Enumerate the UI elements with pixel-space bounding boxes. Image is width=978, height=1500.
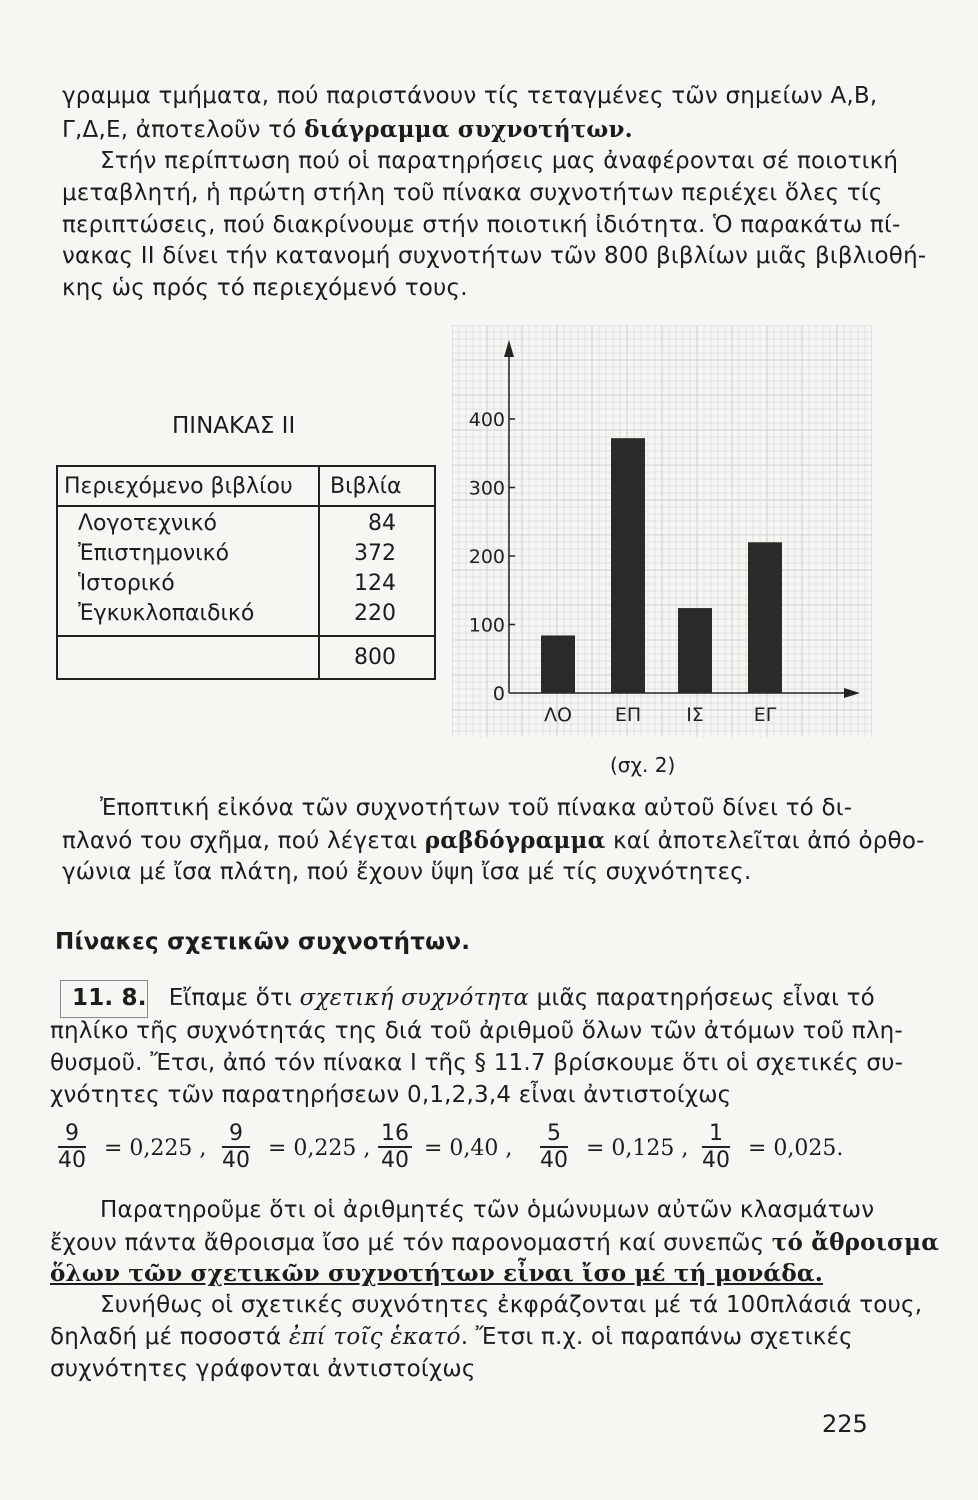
page-number: 225 bbox=[822, 1410, 868, 1438]
text-line: χνότητες τῶν παρατηρήσεων 0,1,2,3,4 εἶναι ἀντιστοίχως bbox=[50, 1082, 732, 1108]
y-tick-label: 0 bbox=[492, 683, 505, 705]
fraction-value: = 0,125 , bbox=[586, 1136, 689, 1161]
x-tick-label: ΕΓ bbox=[753, 704, 777, 726]
fraction bbox=[540, 1122, 568, 1174]
y-tick-label: 300 bbox=[468, 477, 505, 500]
term-sum: τό ἄθροισμα bbox=[771, 1229, 940, 1256]
text-line: γώνια μέ ἴσα πλάτη, πού ἔχουν ὕψη ἴσα μέ τίς συχνότητες. bbox=[62, 859, 752, 885]
text-line: κης ὡς πρός τό περιεχόμενό τους. bbox=[62, 275, 468, 301]
denominator: 40 bbox=[381, 1148, 409, 1173]
section-heading: Πίνακες σχετικῶν συχνοτήτων. bbox=[55, 929, 471, 955]
text-line: γραμμα τμήματα, πού παριστάνουν τίς τεταγμένες τῶν σημείων Α,Β, bbox=[62, 83, 878, 109]
text-line: Συνήθως οἱ σχετικές συχνότητες ἐκφράζονται μέ τά 100πλάσιά τους, bbox=[100, 1292, 923, 1318]
text-span: . Ἔτσι π.χ. οἱ παραπάνω σχετικές bbox=[460, 1324, 853, 1350]
denominator: 40 bbox=[540, 1148, 568, 1173]
term-bar-chart: ραβδόγραμμα bbox=[424, 827, 606, 854]
text-span: δηλαδή μέ ποσοστά bbox=[50, 1324, 289, 1350]
text-line: Ἐποπτική εἰκόνα τῶν συχνοτήτων τοῦ πίνακα αὐτοῦ δίνει τό δι- bbox=[100, 795, 853, 821]
text-line bbox=[62, 827, 925, 854]
text-line: Στήν περίπτωση πού οἱ παρατηρήσεις μας ἀναφέρονται σέ ποιοτική bbox=[100, 148, 899, 174]
denominator: 40 bbox=[58, 1148, 86, 1173]
fraction-value: = 0,025. bbox=[748, 1136, 844, 1161]
text-line: θυσμοῦ. Ἔτσι, ἀπό τόν πίνακα Ι τῆς § 11.7 βρίσκουμε ὅτι οἱ σχετικές συ- bbox=[50, 1050, 904, 1076]
y-axis-arrow bbox=[504, 340, 514, 357]
bar-chart bbox=[452, 325, 872, 737]
row-value: 372 bbox=[354, 541, 396, 566]
text-line-emphasis: ὅλων τῶν σχετικῶν συχνοτήτων εἶναι ἴσο μέ τή μονάδα. bbox=[50, 1260, 823, 1287]
text-line bbox=[50, 1324, 853, 1350]
text-line: νακας ΙΙ δίνει τήν κατανομή συχνοτήτων τῶν 800 βιβλίων μιᾶς βιβλιοθή- bbox=[62, 243, 927, 269]
row-label: Ἐγκυκλοπαιδικό bbox=[78, 601, 255, 626]
table-title: ΠΙΝΑΚΑΣ ΙΙ bbox=[172, 413, 296, 439]
text-span: πλανό του σχῆμα, πού λέγεται bbox=[62, 828, 425, 854]
figure-caption: (σχ. 2) bbox=[610, 753, 676, 777]
fraction-value: = 0,225 , bbox=[268, 1136, 371, 1161]
total-divider bbox=[58, 635, 434, 637]
fraction bbox=[378, 1122, 412, 1174]
numerator: 9 bbox=[222, 1122, 250, 1148]
y-tick-label: 100 bbox=[468, 614, 505, 637]
x-tick-label: ΛΟ bbox=[544, 704, 572, 726]
fraction bbox=[702, 1122, 730, 1174]
y-tick-label: 200 bbox=[468, 546, 505, 568]
bar bbox=[541, 635, 575, 693]
term-relative-frequency: σχετική συχνότητα bbox=[299, 985, 530, 1011]
text-line bbox=[62, 116, 633, 143]
term-percent: ἐπί τοῖς ἑκατό bbox=[288, 1324, 461, 1350]
denominator: 40 bbox=[702, 1148, 730, 1173]
term-frequency-diagram: διάγραμμα συχνοτήτων. bbox=[304, 116, 633, 143]
table-total: 800 bbox=[354, 645, 396, 670]
numerator: 9 bbox=[58, 1122, 86, 1148]
bar bbox=[611, 438, 645, 693]
x-tick-label: ΕΠ bbox=[614, 704, 642, 726]
bar bbox=[748, 542, 782, 693]
text-line: περιπτώσεις, πού διακρίνουμε στήν ποιοτική ἰδιότητα. Ὁ παρακάτω πί- bbox=[62, 212, 901, 238]
text-span: μιᾶς παρατηρήσεως εἶναι τό bbox=[529, 985, 875, 1011]
text-span: καί ἀποτελεῖται ἀπό ὀρθο- bbox=[605, 828, 925, 854]
text-line: συχνότητες γράφονται ἀντιστοίχως bbox=[50, 1356, 476, 1382]
text-span: ἔχουν πάντα ἄθροισμα ἴσο μέ τόν παρονομαστή καί συνεπῶς bbox=[50, 1230, 772, 1256]
fraction-value: = 0,40 , bbox=[424, 1136, 513, 1161]
row-label: Ἐπιστημονικό bbox=[78, 541, 230, 566]
y-tick-label: 400 bbox=[468, 409, 505, 431]
text-line: μεταβλητή, ἡ πρώτη στήλη τοῦ πίνακα συχνοτήτων περιέχει ὅλες τίς bbox=[62, 180, 883, 206]
row-label: Λογοτεχνικό bbox=[78, 511, 217, 536]
text-span: Γ,Δ,Ε, ἀποτελοῦν τό bbox=[62, 117, 305, 143]
frequency-table bbox=[56, 465, 436, 680]
header-books: Βιβλία bbox=[330, 474, 402, 499]
numerator: 5 bbox=[540, 1122, 568, 1148]
numerator: 1 bbox=[702, 1122, 730, 1148]
fraction bbox=[58, 1122, 86, 1174]
row-value: 84 bbox=[368, 511, 396, 536]
text-span: Εἴπαμε ὅτι bbox=[168, 985, 300, 1011]
fraction bbox=[222, 1122, 250, 1174]
row-value: 124 bbox=[354, 571, 396, 596]
bar bbox=[678, 608, 712, 693]
section-number: 11. 8. bbox=[72, 985, 147, 1011]
column-divider bbox=[318, 467, 320, 678]
x-tick-label: ΙΣ bbox=[686, 704, 704, 726]
row-label: Ἱστορικό bbox=[78, 571, 175, 596]
text-line: Παρατηροῦμε ὅτι οἱ ἀριθμητές τῶν ὁμώνυμων αὐτῶν κλασμάτων bbox=[100, 1197, 875, 1223]
text-line bbox=[50, 1229, 939, 1256]
row-value: 220 bbox=[354, 601, 396, 626]
x-axis-arrow bbox=[844, 688, 860, 698]
header-content: Περιεχόμενο βιβλίου bbox=[64, 474, 293, 499]
text-line bbox=[72, 985, 875, 1011]
numerator: 16 bbox=[378, 1122, 412, 1148]
bar-chart-svg bbox=[452, 325, 872, 737]
fraction-value: = 0,225 , bbox=[104, 1136, 207, 1161]
text-line: πηλίκο τῆς συχνότητάς της διά τοῦ ἀριθμοῦ ὅλων τῶν ἀτόμων τοῦ πλη- bbox=[50, 1018, 903, 1044]
denominator: 40 bbox=[222, 1148, 250, 1173]
